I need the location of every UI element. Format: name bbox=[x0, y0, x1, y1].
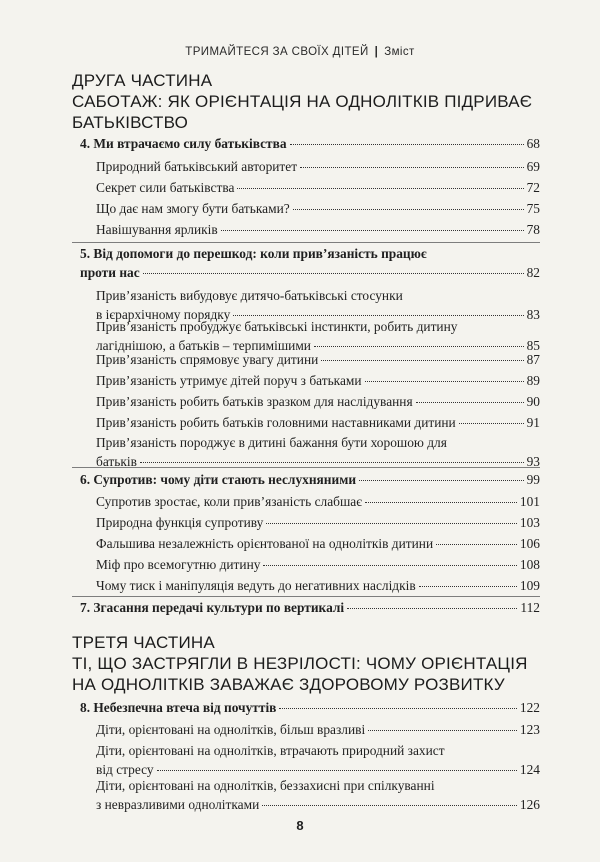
toc-section[interactable] bbox=[96, 199, 540, 218]
section-title-line: Діти, орієнтовані на однолітків, втрачають природний захист bbox=[96, 743, 445, 758]
page-number: 108 bbox=[519, 557, 540, 572]
section-title: Міф про всемогутню дитину bbox=[96, 557, 261, 572]
chapter-title: 4. Ми втрачаємо силу батьківства bbox=[80, 136, 287, 151]
page-number: 68 bbox=[526, 136, 540, 151]
leader-dots bbox=[221, 230, 524, 231]
part-heading-3 bbox=[72, 632, 542, 695]
section-title-line: з невразливими однолітками bbox=[96, 797, 260, 812]
book-title: ТРИМАЙТЕСЯ ЗА СВОЇХ ДІТЕЙ bbox=[185, 46, 369, 58]
page-number: 112 bbox=[520, 600, 540, 615]
section-title: Прив’язаність робить батьків зразком для наслідування bbox=[96, 394, 413, 409]
page-number: 126 bbox=[519, 797, 540, 812]
leader-dots bbox=[436, 544, 517, 545]
toc-section[interactable] bbox=[96, 220, 540, 239]
section-title: Прив’язаність робить батьків головними наставниками дитини bbox=[96, 415, 456, 430]
part-title-line: НА ОДНОЛІТКІВ ЗАВАЖАЄ ЗДОРОВОМУ РОЗВИТКУ bbox=[72, 675, 505, 694]
part-title-line: ТІ, ЩО ЗАСТРЯГЛИ В НЕЗРІЛОСТІ: ЧОМУ ОРІЄНТАЦІЯ bbox=[72, 654, 528, 673]
section-title-line: Діти, орієнтовані на однолітків, беззахисні при спілкуванні bbox=[96, 778, 435, 793]
leader-dots bbox=[314, 346, 524, 347]
page-number: 101 bbox=[519, 494, 540, 509]
running-head-separator: | bbox=[374, 46, 379, 58]
part-label: ДРУГА ЧАСТИНА bbox=[72, 71, 213, 90]
toc-section[interactable] bbox=[96, 178, 540, 197]
leader-dots bbox=[140, 462, 524, 463]
leader-dots bbox=[419, 586, 517, 587]
leader-dots bbox=[368, 730, 517, 731]
page-folio: 8 bbox=[296, 818, 304, 833]
section-title-line: Прив’язаність вибудовує дитячо-батьківські стосунки bbox=[96, 288, 403, 303]
part-heading-2 bbox=[72, 70, 542, 133]
part-title-line: САБОТАЖ: ЯК ОРІЄНТАЦІЯ НА ОДНОЛІТКІВ ПІДРИВАЄ bbox=[72, 92, 533, 111]
toc-section[interactable] bbox=[96, 433, 540, 471]
part-title-line: БАТЬКІВСТВО bbox=[72, 113, 189, 132]
page-number: 82 bbox=[526, 265, 540, 280]
section-title-line: лагіднішою, а батьків – терпимішими bbox=[96, 338, 311, 353]
page-number: 106 bbox=[519, 536, 540, 551]
toc-section[interactable] bbox=[96, 555, 540, 574]
toc-chapter-7[interactable] bbox=[80, 598, 540, 617]
section-title: Фальшива незалежність орієнтованої на однолітків дитини bbox=[96, 536, 434, 551]
leader-dots bbox=[347, 608, 517, 609]
toc-section[interactable] bbox=[96, 413, 540, 432]
leader-dots bbox=[237, 188, 523, 189]
section-title-line: Прив’язаність пробуджує батьківські інстинкти, робить дитину bbox=[96, 319, 458, 334]
leader-dots bbox=[290, 144, 524, 145]
toc-section[interactable] bbox=[96, 576, 540, 595]
toc-section[interactable] bbox=[96, 534, 540, 553]
section-title: Природний батьківський авторитет bbox=[96, 159, 298, 174]
section-title: Що дає нам змогу бути батьками? bbox=[96, 201, 290, 216]
running-head bbox=[0, 46, 600, 58]
leader-dots bbox=[365, 381, 524, 382]
leader-dots bbox=[416, 402, 524, 403]
divider bbox=[72, 467, 540, 468]
leader-dots bbox=[157, 770, 517, 771]
chapter-title: 7. Згасання передачі культури по вертикалі bbox=[80, 600, 345, 615]
leader-dots bbox=[263, 565, 516, 566]
section-title-line: Прив’язаність породжує в дитині бажання бути хорошою для bbox=[96, 435, 447, 450]
page-number: 90 bbox=[526, 394, 540, 409]
leader-dots bbox=[266, 523, 517, 524]
leader-dots bbox=[233, 315, 523, 316]
page-number: 75 bbox=[526, 201, 540, 216]
page-number: 85 bbox=[526, 338, 540, 353]
toc-section[interactable] bbox=[96, 741, 540, 779]
section-title: Прив’язаність утримує дітей поруч з батьками bbox=[96, 373, 362, 388]
chapter-title: 6. Супротив: чому діти стають неслухняними bbox=[80, 472, 357, 487]
leader-dots bbox=[300, 167, 524, 168]
section-title: Діти, орієнтовані на однолітків, більш вразливі bbox=[96, 722, 366, 737]
page-number: 124 bbox=[519, 762, 540, 777]
leader-dots bbox=[321, 360, 523, 361]
section-title: Супротив зростає, коли прив’язаність слабшає bbox=[96, 494, 362, 509]
section-title-line: від стресу bbox=[96, 762, 154, 777]
toc-section[interactable] bbox=[96, 392, 540, 411]
divider bbox=[72, 242, 540, 243]
toc-section[interactable] bbox=[96, 350, 540, 369]
leader-dots bbox=[359, 480, 524, 481]
page-number: 122 bbox=[519, 700, 540, 715]
page-number: 91 bbox=[526, 415, 540, 430]
toc-section[interactable] bbox=[96, 157, 540, 176]
section-title: Чому тиск і маніпуляція ведуть до негативних наслідків bbox=[96, 578, 416, 593]
page-number: 123 bbox=[519, 722, 540, 737]
toc-chapter-4[interactable] bbox=[80, 134, 540, 153]
section-title: Секрет сили батьківства bbox=[96, 180, 235, 195]
page-number: 89 bbox=[526, 373, 540, 388]
chapter-title: 8. Небезпечна втеча від почуттів bbox=[80, 700, 277, 715]
section-title: Навішування ярликів bbox=[96, 222, 218, 237]
page-number: 87 bbox=[526, 352, 540, 367]
page-number: 103 bbox=[519, 515, 540, 530]
leader-dots bbox=[279, 708, 517, 709]
toc-chapter-8[interactable] bbox=[80, 698, 540, 717]
section-title-line: в ієрархічному порядку bbox=[96, 307, 231, 322]
toc-chapter-5[interactable] bbox=[80, 244, 540, 282]
section-title: Прив’язаність спрямовує увагу дитини bbox=[96, 352, 319, 367]
chapter-title-line: 5. Від допомоги до перешкод: коли прив’язаність працює bbox=[80, 246, 427, 261]
toc-section[interactable] bbox=[96, 720, 540, 739]
leader-dots bbox=[143, 273, 524, 274]
chapter-title-line: проти нас bbox=[80, 265, 140, 280]
toc-section[interactable] bbox=[96, 492, 540, 511]
section-title: Природна функція супротиву bbox=[96, 515, 264, 530]
toc-section[interactable] bbox=[96, 513, 540, 532]
page-number: 109 bbox=[519, 578, 540, 593]
part-label: ТРЕТЯ ЧАСТИНА bbox=[72, 633, 215, 652]
leader-dots bbox=[459, 423, 524, 424]
section-title-line: батьків bbox=[96, 454, 137, 469]
toc-section[interactable] bbox=[96, 371, 540, 390]
toc-chapter-6[interactable] bbox=[80, 470, 540, 489]
page-number: 72 bbox=[526, 180, 540, 195]
divider bbox=[72, 596, 540, 597]
leader-dots bbox=[262, 805, 517, 806]
leader-dots bbox=[293, 209, 524, 210]
page-number: 69 bbox=[526, 159, 540, 174]
section-name: Зміст bbox=[384, 46, 415, 58]
toc-section[interactable] bbox=[96, 776, 540, 814]
page-number: 78 bbox=[526, 222, 540, 237]
leader-dots bbox=[365, 502, 517, 503]
page-number: 99 bbox=[526, 472, 540, 487]
page-number: 83 bbox=[526, 307, 540, 322]
page-number: 93 bbox=[526, 454, 540, 469]
